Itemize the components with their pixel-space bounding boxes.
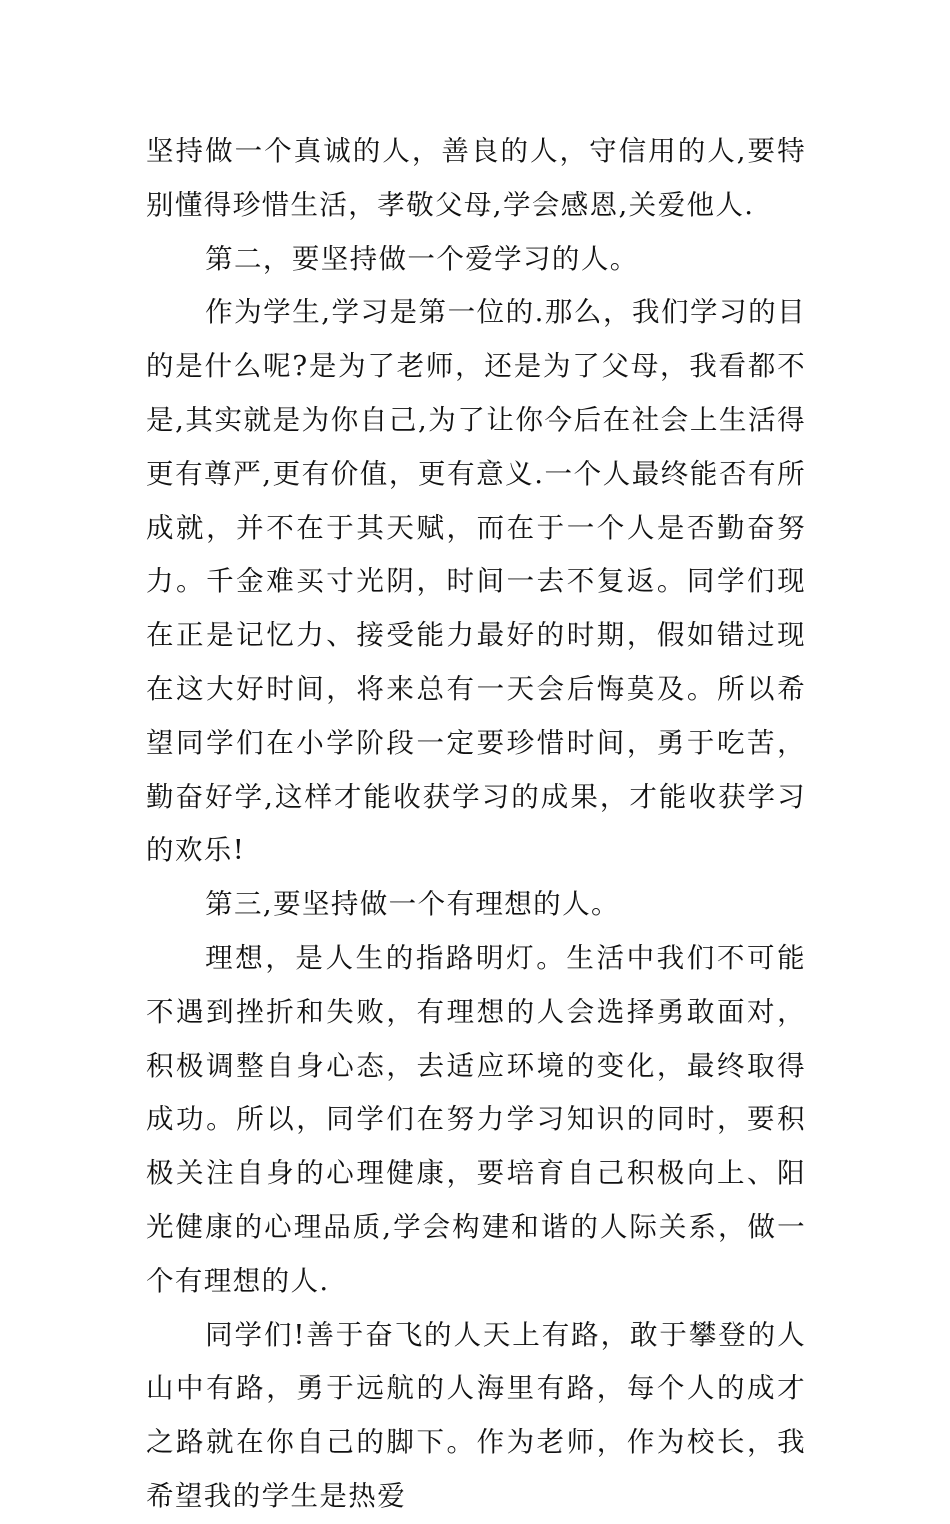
paragraph-study: 作为学生,学习是第一位的.那么，我们学习的目的是什么呢?是为了老师，还是为了父母，我看都不是,其实就是为你自己,为了让你今后在社会上生活得更有尊严,更有价值，更有意义.一个人最终能否有所成就，并不在于其天赋，而在于一个人是否勤奋努力。千金难买寸光阴，时间一去不复返。同学们现在正是记忆力、接受能力最好的时期，假如错过现在这大好时间，将来总有一天会后悔莫及。所以希望同学们在小学阶段一定要珍惜时间，勇于吃苦，勤奋好学,这样才能收获学习的成果，才能收获学习的欢乐! (146, 296, 806, 867)
paragraph-ideals: 理想，是人生的指路明灯。生活中我们不可能不遇到挫折和失败，有理想的人会选择勇敢面对，积极调整自身心态，去适应环境的变化，最终取得成功。所以，同学们在努力学习知识的同时，要积极关注自身的心理健康，要培育自己积极向上、阳光健康的心理品质,学会构建和谐的人际关系，做一个有理想的人. (146, 941, 806, 1297)
paragraph-continuation: 坚持做一个真诚的人，善良的人，守信用的人,要特别懂得珍惜生活，孝敬父母,学会感恩,关爱他人. (146, 135, 806, 221)
heading-point-two: 第二，要坚持做一个爱学习的人。 (205, 242, 639, 275)
paragraph-closing: 同学们!善于奋飞的人天上有路，敢于攀登的人山中有路，勇于远航的人海里有路，每个人的成才之路就在你自己的脚下。作为老师，作为校长，我希望我的学生是热爱 (146, 1318, 806, 1512)
document-body (146, 125, 806, 1524)
heading-point-three: 第三,要坚持做一个有理想的人。 (205, 888, 620, 921)
